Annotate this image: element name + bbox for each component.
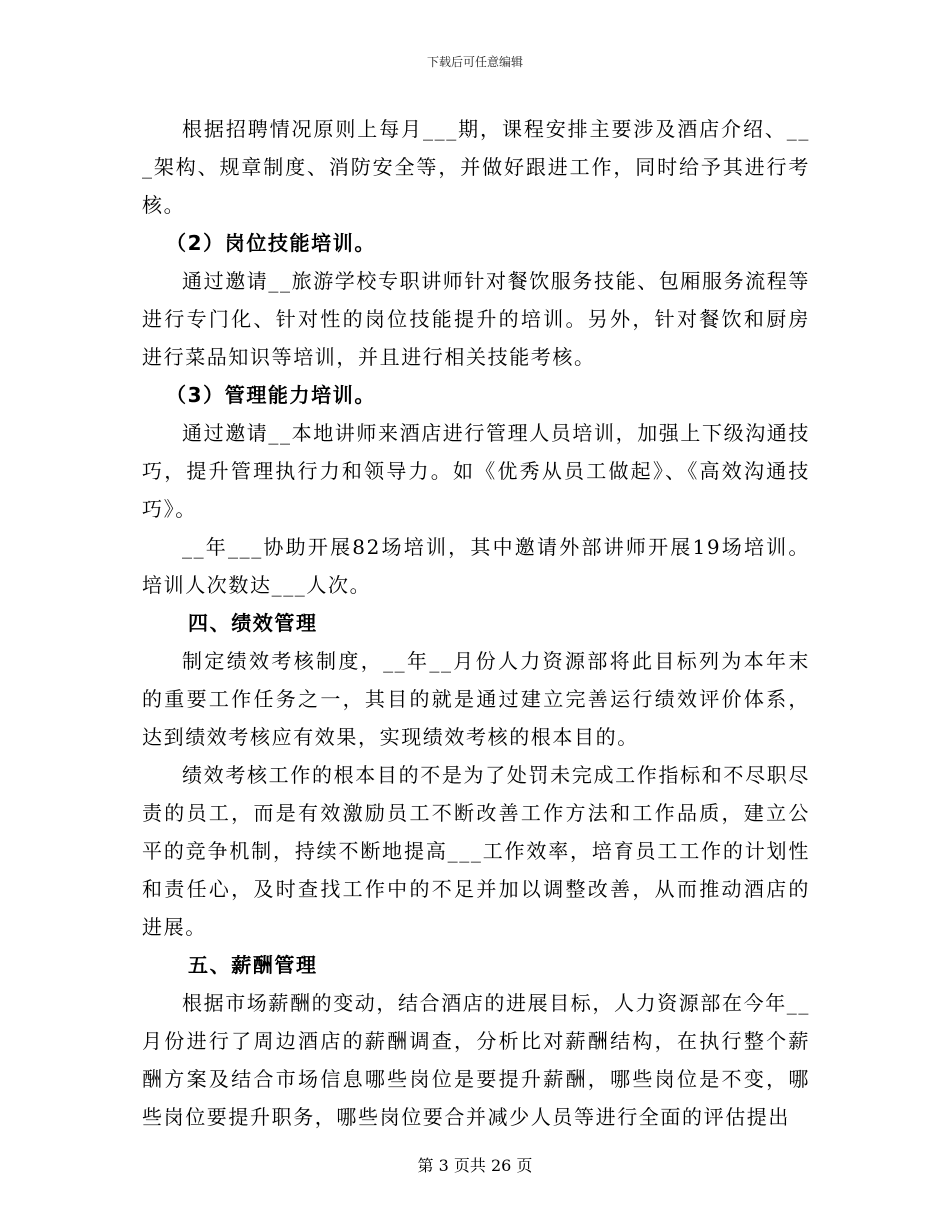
heading-salary-management: 五、薪酬管理	[188, 953, 318, 977]
paragraph-performance-system: 制定绩效考核制度，__年__月份人力资源部将此目标列为本年末的重要工作任务之一，其目的就是通过建立完善运行绩效评价体系，达到绩效考核应有效果，实现绩效考核的根本目的。	[142, 649, 810, 749]
heading-performance-management: 四、绩效管理	[188, 611, 318, 635]
paragraph-salary-survey: 根据市场薪酬的变动，结合酒店的进展目标，人力资源部在今年__月份进行了周边酒店的薪酬调查，分析比对薪酬结构，在执行整个薪酬方案及结合市场信息哪些岗位是要提升薪酬，哪些岗位是不变，哪些岗位要提升职务，哪些岗位要合并减少人员等进行全面的评估提出	[142, 991, 810, 1129]
page-header: 下载后可任意编辑	[426, 55, 523, 69]
document-body	[142, 110, 810, 1136]
paragraph-training-stats: __年___协助开展82场培训，其中邀请外部讲师开展19场培训。培训人次数达___人次。	[142, 535, 810, 597]
paragraph-management-training: 通过邀请__本地讲师来酒店进行管理人员培训，加强上下级沟通技巧，提升管理执行力和领导力。如《优秀从员工做起》、《高效沟通技巧》。	[142, 421, 810, 521]
paragraph-performance-purpose: 绩效考核工作的根本目的不是为了处罚未完成工作指标和不尽职尽责的员工，而是有效激励员工不断改善工作方法和工作品质，建立公平的竞争机制，持续不断地提高___工作效率，培育员工工作的计划性和责任心，及时查找工作中的不足并加以调整改善，从而推动酒店的进展。	[142, 763, 810, 939]
paragraph-orientation-training: 根据招聘情况原则上每月___期，课程安排主要涉及酒店介绍、___架构、规章制度、消防安全等，并做好跟进工作，同时给予其进行考核。	[142, 117, 810, 217]
heading-skill-training: （2）岗位技能培训。	[166, 231, 376, 255]
heading-management-training: （3）管理能力培训。	[166, 383, 376, 407]
page-number: 第 3 页共 26 页	[417, 1156, 533, 1175]
paragraph-skill-training: 通过邀请__旅游学校专职讲师针对餐饮服务技能、包厢服务流程等进行专门化、针对性的岗位技能提升的培训。另外，针对餐饮和厨房进行菜品知识等培训，并且进行相关技能考核。	[142, 269, 810, 369]
